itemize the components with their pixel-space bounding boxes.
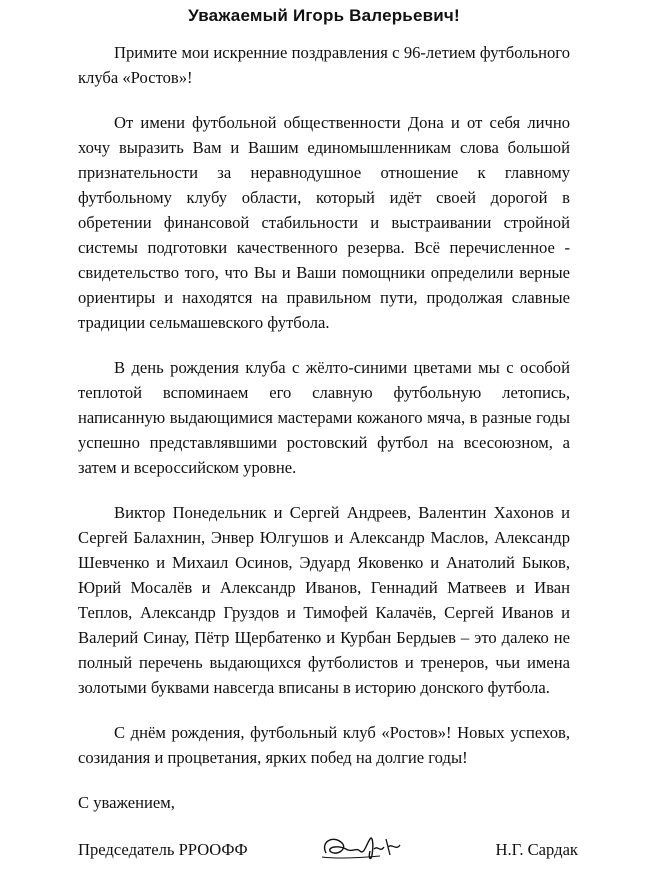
- handwritten-signature-icon: [318, 829, 408, 865]
- paragraph-legends: Виктор Понедельник и Сергей Андреев, Валентин Хахонов и Сергей Балахнин, Энвер Юлгушов и Александр Маслов, Александр Шевченко и Михаил Осинов, Эдуард Яковенко и Анатолий Быков, Юрий Мосалёв и Александр Иванов, Геннадий Матвеев и Иван Теплов, Александр Груздов и Тимофей Калачёв, Сергей Иванов и Валерий Синау, Пётр Щербатенко и Курбан Бердыев – это далеко не полный перечень выдающихся футболистов и тренеров, чьи имена золотыми буквами навсегда вписаны в историю донского футбола.: [78, 503, 570, 697]
- signer-position: Председатель РРООФФ: [78, 840, 248, 859]
- paragraph-gratitude: От имени футбольной общественности Дона и от себя лично хочу выразить Вам и Вашим единомышленникам слова большой признательности за неравнодушное отношение к главному футбольному клубу области, который идёт своей дорогой в обретении финансовой стабильности и выстраивании стройной системы подготовки качественного резерва. Всё перечисленное - свидетельство того, что Вы и Ваши помощники определили верные ориентиры и находятся на правильном пути, продолжая славные традиции сельмашевского футбола.: [78, 113, 570, 332]
- letter-salutation: Уважаемый Игорь Валерьевич!: [188, 6, 460, 25]
- paragraph-history: В день рождения клуба с жёлто-синими цветами мы с особой теплотой вспоминаем его славную футбольную летопись, написанную выдающимися мастерами кожаного мяча, в разные годы успешно представлявшими ростовский футбол на всесоюзном, а затем и всероссийском уровне.: [78, 358, 570, 477]
- letter-closing: С уважением,: [78, 793, 175, 812]
- paragraph-congratulations: Примите мои искренние поздравления с 96-летием футбольного клуба «Ростов»!: [78, 43, 570, 87]
- signer-name: Н.Г. Сардак: [495, 840, 578, 859]
- signature-line: [78, 829, 578, 869]
- paragraph-wishes: С днём рождения, футбольный клуб «Ростов»! Новых успехов, созидания и процветания, ярких побед на долгие годы!: [78, 723, 570, 767]
